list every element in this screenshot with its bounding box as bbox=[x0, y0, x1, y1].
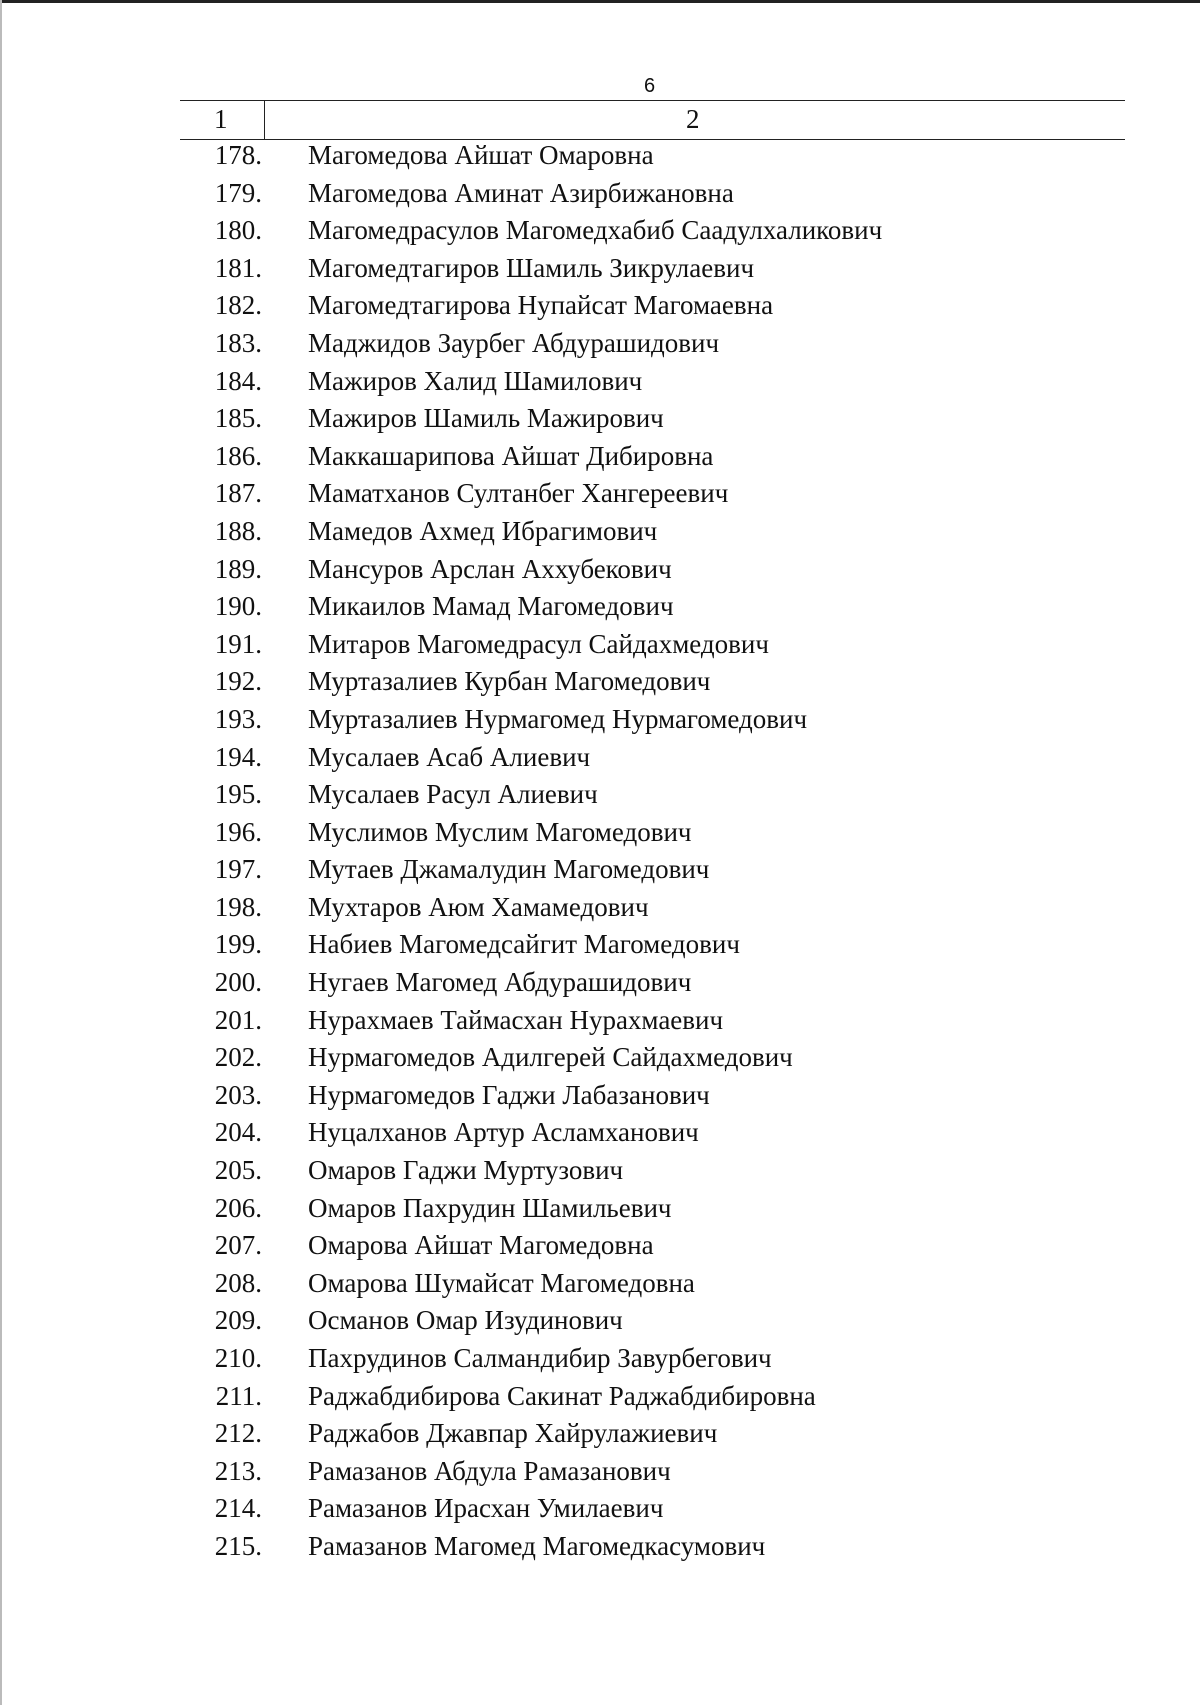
row-number: 214. bbox=[214, 1493, 262, 1524]
person-name: Мутаев Джамалудин Магомедович bbox=[308, 854, 710, 885]
person-name: Магомедтагиров Шамиль Зикрулаевич bbox=[308, 252, 755, 283]
list-item bbox=[0, 1378, 1200, 1416]
row-number: 194. bbox=[214, 741, 262, 772]
person-name: Магомедова Айшат Омаровна bbox=[308, 140, 654, 170]
list-item bbox=[0, 1265, 1200, 1303]
list-item bbox=[0, 626, 1200, 664]
row-number: 197. bbox=[214, 854, 262, 885]
person-name: Мусалаев Асаб Алиевич bbox=[308, 741, 591, 772]
list-item bbox=[0, 400, 1200, 438]
page-number: 6 bbox=[644, 75, 656, 97]
row-number: 196. bbox=[214, 816, 262, 847]
row-number: 204. bbox=[214, 1117, 262, 1148]
list-item bbox=[0, 212, 1200, 250]
row-number: 198. bbox=[214, 891, 262, 922]
row-number: 179. bbox=[214, 177, 262, 208]
person-name: Мухтаров Аюм Хамамедович bbox=[308, 891, 649, 922]
person-name: Микаилов Мамад Магомедович bbox=[308, 591, 674, 622]
person-name: Нурмагомедов Гаджи Лабазанович bbox=[308, 1079, 710, 1110]
person-name: Мажиров Халид Шамилович bbox=[308, 365, 643, 396]
list-item bbox=[0, 588, 1200, 626]
list-item bbox=[0, 551, 1200, 589]
row-number: 208. bbox=[214, 1267, 262, 1298]
scan-edge-top bbox=[0, 0, 1200, 3]
person-name: Мансуров Арслан Аххубекович bbox=[308, 553, 672, 584]
person-name: Маджидов Заурбег Абдурашидович bbox=[308, 327, 720, 358]
person-name: Пахрудинов Салмандибир Завурбегович bbox=[308, 1343, 772, 1373]
table-header-top-rule bbox=[180, 100, 1125, 101]
person-name: Раджабдибирова Сакинат Раджабдибировна bbox=[308, 1380, 816, 1411]
column-header-1: 1 bbox=[214, 104, 228, 134]
row-number: 185. bbox=[214, 403, 262, 434]
row-number: 178. bbox=[214, 140, 262, 170]
row-number: 192. bbox=[214, 666, 262, 697]
person-name: Рамазанов Ирасхан Умилаевич bbox=[308, 1493, 664, 1524]
person-name: Раджабов Джавпар Хайрулажиевич bbox=[308, 1418, 718, 1449]
row-number: 186. bbox=[214, 440, 262, 471]
person-name: Омаров Пахрудин Шамильевич bbox=[308, 1192, 672, 1223]
list-item bbox=[0, 776, 1200, 814]
person-name: Магомедтагирова Нупайсат Магомаевна bbox=[308, 290, 774, 321]
person-name: Муртазалиев Нурмагомед Нурмагомедович bbox=[308, 703, 808, 734]
row-number: 212. bbox=[214, 1418, 262, 1449]
row-number: 200. bbox=[214, 967, 262, 998]
person-name: Маккашарипова Айшат Дибировна bbox=[308, 440, 714, 471]
list-item bbox=[0, 814, 1200, 852]
person-name: Омарова Шумайсат Магомедовна bbox=[308, 1267, 695, 1298]
person-name: Маматханов Султанбег Хангереевич bbox=[308, 478, 729, 509]
row-number: 191. bbox=[214, 628, 262, 659]
list-item bbox=[0, 1114, 1200, 1152]
row-number: 213. bbox=[214, 1455, 262, 1486]
list-item bbox=[0, 889, 1200, 927]
person-name: Нурмагомедов Адилгерей Сайдахмедович bbox=[308, 1042, 793, 1073]
person-name: Омаров Гаджи Муртузович bbox=[308, 1155, 624, 1186]
row-number: 203. bbox=[214, 1079, 262, 1110]
row-number: 188. bbox=[214, 515, 262, 546]
name-list bbox=[0, 137, 1200, 1566]
row-number: 181. bbox=[214, 252, 262, 283]
list-item bbox=[0, 1152, 1200, 1190]
person-name: Мамедов Ахмед Ибрагимович bbox=[308, 515, 658, 546]
list-item bbox=[0, 1340, 1200, 1378]
row-number: 180. bbox=[214, 215, 262, 246]
list-item bbox=[0, 250, 1200, 288]
person-name: Магомедова Аминат Азирбижановна bbox=[308, 177, 734, 208]
list-item bbox=[0, 964, 1200, 1002]
row-number: 195. bbox=[214, 779, 262, 810]
row-number: 205. bbox=[214, 1155, 262, 1186]
row-number: 202. bbox=[214, 1042, 262, 1073]
person-name: Магомедрасулов Магомедхабиб Саадулхаликович bbox=[308, 215, 883, 246]
list-item bbox=[0, 137, 1200, 175]
list-item bbox=[0, 739, 1200, 777]
row-number: 190. bbox=[214, 591, 262, 622]
person-name: Мажиров Шамиль Мажирович bbox=[308, 403, 664, 434]
list-item bbox=[0, 1227, 1200, 1265]
list-item bbox=[0, 701, 1200, 739]
person-name: Нуцалханов Артур Асламханович bbox=[308, 1117, 699, 1148]
row-number: 184. bbox=[214, 365, 262, 396]
person-name: Рамазанов Магомед Магомедкасумович bbox=[308, 1530, 766, 1561]
list-item bbox=[0, 663, 1200, 701]
list-item bbox=[0, 287, 1200, 325]
row-number: 215. bbox=[214, 1530, 262, 1561]
row-number: 182. bbox=[214, 290, 262, 321]
column-header-2: 2 bbox=[686, 104, 700, 134]
list-item bbox=[0, 1528, 1200, 1566]
person-name: Нугаев Магомед Абдурашидович bbox=[308, 967, 692, 998]
list-item bbox=[0, 851, 1200, 889]
list-item bbox=[0, 363, 1200, 401]
person-name: Нурахмаев Таймасхан Нурахмаевич bbox=[308, 1004, 724, 1035]
person-name: Омарова Айшат Магомедовна bbox=[308, 1230, 654, 1261]
row-number: 207. bbox=[214, 1230, 262, 1261]
person-name: Рамазанов Абдула Рамазанович bbox=[308, 1455, 671, 1486]
person-name: Муртазалиев Курбан Магомедович bbox=[308, 666, 711, 697]
person-name: Османов Омар Изудинович bbox=[308, 1305, 623, 1336]
row-number: 183. bbox=[214, 327, 262, 358]
list-item bbox=[0, 1190, 1200, 1228]
row-number: 199. bbox=[214, 929, 262, 960]
person-name: Мусалаев Расул Алиевич bbox=[308, 779, 598, 810]
list-item bbox=[0, 438, 1200, 476]
list-item bbox=[0, 1490, 1200, 1528]
row-number: 189. bbox=[214, 553, 262, 584]
list-item bbox=[0, 475, 1200, 513]
table-header-column-divider bbox=[264, 100, 265, 139]
row-number: 193. bbox=[214, 703, 262, 734]
row-number: 210. bbox=[214, 1343, 262, 1373]
list-item bbox=[0, 926, 1200, 964]
row-number: 211. bbox=[215, 1380, 262, 1411]
list-item bbox=[0, 1077, 1200, 1115]
row-number: 209. bbox=[214, 1305, 262, 1336]
row-number: 187. bbox=[214, 478, 262, 509]
list-item bbox=[0, 325, 1200, 363]
list-item bbox=[0, 1302, 1200, 1340]
person-name: Митаров Магомедрасул Сайдахмедович bbox=[308, 628, 769, 659]
list-item bbox=[0, 1002, 1200, 1040]
row-number: 201. bbox=[214, 1004, 262, 1035]
row-number: 206. bbox=[214, 1192, 262, 1223]
list-item bbox=[0, 1453, 1200, 1491]
list-item bbox=[0, 175, 1200, 213]
person-name: Набиев Магомедсайгит Магомедович bbox=[308, 929, 740, 960]
list-item bbox=[0, 1039, 1200, 1077]
person-name: Муслимов Муслим Магомедович bbox=[308, 816, 692, 847]
list-item bbox=[0, 1415, 1200, 1453]
list-item bbox=[0, 513, 1200, 551]
